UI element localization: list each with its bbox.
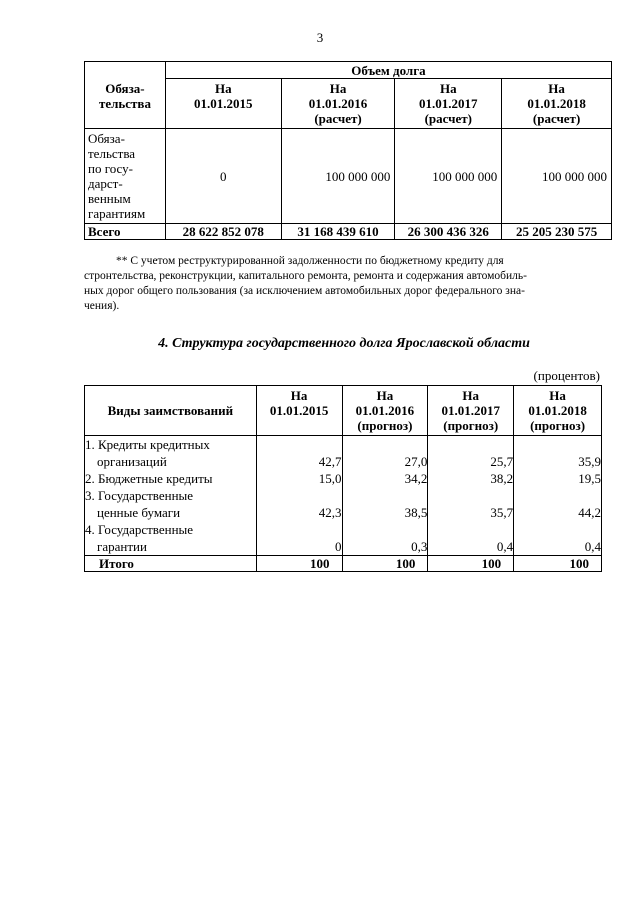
- footnote-line: стронтельства, реконструкции, капитального ремонта, ремонта и содержания автомобиль-: [84, 270, 527, 282]
- share-value: [514, 487, 601, 504]
- structure-col-header-2017: [428, 386, 514, 436]
- guarantees-value-2017: 100 000 000: [395, 129, 502, 224]
- col-header-line: На: [214, 81, 232, 96]
- structure-col-header-2015: [256, 386, 342, 436]
- col-header-line: На: [329, 81, 347, 96]
- share-value: [514, 521, 601, 538]
- col-header-line: На: [376, 388, 394, 403]
- share-value: [428, 487, 513, 504]
- share-value: 35,9: [578, 454, 601, 469]
- total-value-2017: 26 300 436 326: [395, 224, 502, 240]
- total-value-2015: 28 622 852 078: [165, 224, 281, 240]
- obligations-header: [85, 62, 166, 129]
- col-header-note: (расчет): [532, 111, 581, 126]
- share-column-2018: [514, 436, 602, 556]
- debt-volume-table: [84, 61, 612, 240]
- col-header-note: (расчет): [424, 111, 472, 126]
- share-value: [343, 436, 428, 453]
- col-header-line: На: [549, 388, 566, 403]
- debt-col-header-2018: [502, 79, 612, 129]
- col-header-date: 01.01.2017: [441, 403, 500, 418]
- col-header-line: На: [462, 388, 480, 403]
- debt-col-header-2016: [281, 79, 395, 129]
- debt-structure-table: [84, 385, 602, 572]
- total-row: [85, 556, 602, 572]
- share-value: 44,2: [578, 505, 601, 520]
- col-header-note: (прогноз): [443, 418, 499, 433]
- structure-total-2015: 100: [256, 556, 342, 572]
- total-value-2016: 31 168 439 610: [281, 224, 395, 240]
- label-line: тельства: [88, 146, 136, 161]
- share-value: 0: [335, 539, 342, 554]
- debt-col-header-2017: [395, 79, 502, 129]
- units-label: (процентов): [533, 368, 600, 383]
- col-header-note: (прогноз): [357, 418, 413, 433]
- share-value: 25,7: [490, 454, 514, 469]
- share-value: [343, 521, 428, 538]
- footnote-line: чения).: [84, 300, 120, 312]
- obligations-header-line2: тельства: [98, 95, 151, 111]
- structure-col-header-2018: [514, 386, 602, 436]
- kind-label: гарантии: [97, 539, 147, 554]
- share-value: [428, 436, 513, 453]
- share-column-2016: [342, 436, 428, 556]
- kind-label: 4. Государственные: [85, 522, 194, 537]
- col-header-date: 01.01.2016: [355, 403, 415, 418]
- share-value: [428, 521, 513, 538]
- share-value: 19,5: [578, 471, 601, 486]
- col-header-line: На: [548, 81, 565, 96]
- label-line: по госу-: [88, 161, 133, 176]
- total-row: [85, 224, 612, 240]
- kind-label: 1. Кредиты кредитных: [85, 437, 210, 452]
- col-header-date: 01.01.2016: [308, 96, 368, 111]
- col-header-line: На: [439, 81, 457, 96]
- guarantees-value-2018: 100 000 000: [502, 129, 612, 224]
- total-value-2018: 25 205 230 575: [502, 224, 612, 240]
- debt-col-header-2015: [165, 79, 281, 129]
- guarantees-value-2016: 100 000 000: [281, 129, 395, 224]
- kind-label: организаций: [97, 454, 167, 469]
- table-row: [85, 129, 612, 224]
- structure-total-2016: 100: [342, 556, 428, 572]
- structure-total-2018: 100: [514, 556, 602, 572]
- borrowing-kinds-cell: [85, 436, 257, 556]
- share-value: [514, 436, 601, 453]
- footnote-line: ** С учетом реструктурированной задолженности по бюджетному кредиту для: [116, 255, 504, 267]
- col-header-note: (прогноз): [530, 418, 586, 433]
- structure-col-header-2016: [342, 386, 428, 436]
- share-value: 27,0: [404, 454, 428, 469]
- share-column-2015: [256, 436, 342, 556]
- footnote-line: ных дорог общего пользования (за исключением автомобильных дорог федерального зна-: [84, 285, 525, 297]
- kind-label: 3. Государственные: [85, 488, 194, 503]
- share-value: 0,4: [584, 539, 601, 554]
- share-value: 42,3: [318, 505, 342, 520]
- share-value: [343, 487, 428, 504]
- guarantees-value-2015: 0: [165, 129, 281, 224]
- kind-label: 2. Бюджетные кредиты: [85, 471, 213, 486]
- kind-label: ценные бумаги: [97, 505, 181, 520]
- col-header-date: 01.01.2017: [419, 96, 478, 111]
- structure-total-label: Итого: [85, 556, 257, 572]
- share-value: 34,2: [404, 471, 428, 486]
- guarantees-row-label: [85, 129, 166, 224]
- share-column-2017: [428, 436, 514, 556]
- col-header-note: (расчет): [314, 111, 362, 126]
- share-value: 38,2: [490, 471, 514, 486]
- label-line: гарантиям: [88, 206, 146, 221]
- share-value: 35,7: [490, 505, 514, 520]
- col-header-date: 01.01.2018: [527, 96, 586, 111]
- share-value: [257, 521, 342, 538]
- total-label: Всего: [85, 224, 166, 240]
- col-header-date: 01.01.2015: [194, 96, 253, 111]
- share-value: 15,0: [318, 471, 342, 486]
- label-line: дарст-: [88, 176, 123, 191]
- col-header-date: 01.01.2015: [269, 403, 329, 418]
- label-line: венным: [88, 191, 131, 206]
- share-value: 38,5: [404, 505, 428, 520]
- share-value: 42,7: [318, 454, 342, 469]
- share-value: 0,3: [411, 539, 428, 554]
- page-number: 3: [316, 30, 324, 45]
- footnote: [84, 254, 604, 314]
- share-value: [257, 487, 342, 504]
- table-row: [85, 436, 602, 556]
- section-title: 4. Структура государственного долга Ярославской области: [158, 336, 530, 351]
- obligations-header-line1: Обяза-: [105, 80, 145, 96]
- share-value: 0,4: [496, 539, 514, 554]
- volume-header: Объем долга: [165, 62, 611, 79]
- col-header-line: На: [290, 388, 308, 403]
- col-header-date: 01.01.2018: [528, 403, 587, 418]
- kind-header: Виды заимствований: [85, 386, 257, 436]
- structure-total-2017: 100: [428, 556, 514, 572]
- share-value: [257, 436, 342, 453]
- label-line: Обяза-: [88, 131, 125, 146]
